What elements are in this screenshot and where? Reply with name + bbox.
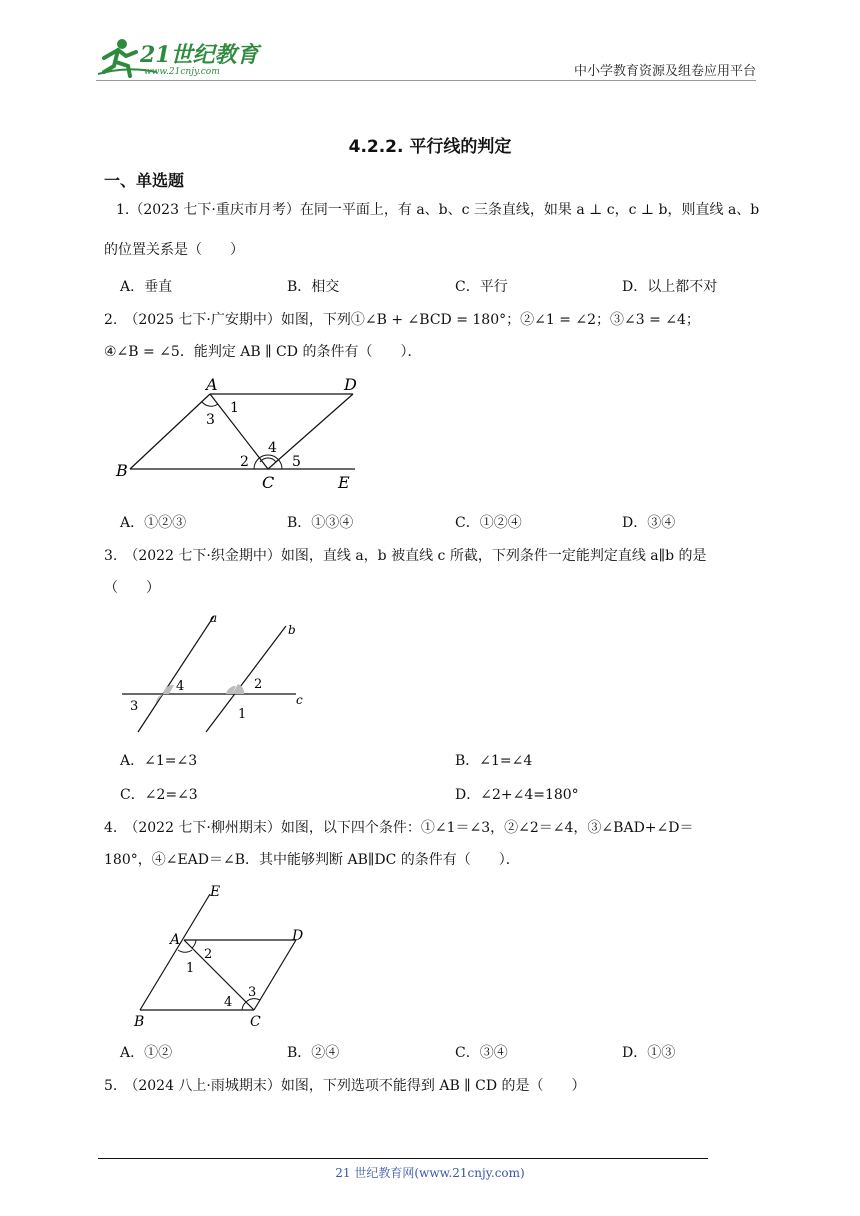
header-tagline: 中小学教育资源及组卷应用平台 <box>573 64 756 79</box>
label-d: D <box>292 928 304 944</box>
q3-option-d[interactable]: D．∠2+∠4=180° <box>455 787 579 803</box>
q4-option-a[interactable]: A．①② <box>120 1045 173 1061</box>
line-eb <box>140 894 213 1010</box>
line-ac <box>184 940 257 1010</box>
angle-3-shade <box>156 694 163 703</box>
label-angle-1: 1 <box>238 707 247 722</box>
angle-arc <box>192 940 196 948</box>
q1-option-c[interactable]: C．平行 <box>455 279 508 295</box>
label-a: A <box>206 375 218 394</box>
q1-stem-line1: 1.（2023 七下·重庆市月考）在同一平面上，有 a、b、c 三条直线，如果 a ⊥ c，c ⊥ b，则直线 a、b <box>116 202 760 218</box>
q2-figure <box>110 374 370 494</box>
angle-4-shade <box>163 685 174 694</box>
line-ab <box>130 394 210 469</box>
label-angle-1: 1 <box>186 961 195 976</box>
q4-stem-line2: 180°，④∠EAD＝∠B．其中能够判断 AB∥DC 的条件有（ ）． <box>104 852 520 868</box>
q3-stem-line2: （ ） <box>104 580 160 596</box>
logo-text: 21世纪教育 <box>140 42 259 68</box>
footer-divider <box>98 1158 708 1159</box>
q2-stem-line1: 2. （2025 七下·广安期中）如图，下列①∠B + ∠BCD = 180°；②∠1 = ∠2；③∠3 = ∠4； <box>104 312 700 328</box>
label-angle-3: 3 <box>248 985 257 1000</box>
label-a: A <box>170 932 181 948</box>
q1-stem-line2: 的位置关系是（ ） <box>104 242 244 258</box>
q2-option-a[interactable]: A．①②③ <box>120 515 187 531</box>
label-d: D <box>344 375 357 394</box>
q3-option-c[interactable]: C．∠2=∠3 <box>120 787 198 803</box>
label-e: E <box>210 884 221 900</box>
q5-stem-line1: 5. （2024 八上·雨城期末）如图，下列选项不能得到 AB ∥ CD 的是（ ） <box>104 1078 586 1094</box>
label-c: C <box>262 473 275 492</box>
label-angle-3: 3 <box>206 412 215 428</box>
q1-option-b[interactable]: B．相交 <box>287 279 340 295</box>
logo-url: www.21cnjy.com <box>144 67 220 77</box>
header-divider <box>96 80 756 81</box>
q4-figure <box>126 880 326 1030</box>
label-angle-5: 5 <box>292 454 301 470</box>
line-dc <box>254 940 296 1010</box>
section-heading: 一、单选题 <box>104 171 185 190</box>
angle-arc <box>242 1002 246 1010</box>
label-a: a <box>210 611 218 625</box>
label-angle-4: 4 <box>176 679 185 694</box>
q4-option-b[interactable]: B．②④ <box>287 1045 340 1061</box>
q4-option-c[interactable]: C．③④ <box>455 1045 508 1061</box>
label-b: B <box>134 1014 145 1030</box>
footer-text[interactable]: 21 世纪教育网(www.21cnjy.com) <box>335 1166 525 1180</box>
label-angle-4: 4 <box>268 440 277 456</box>
q2-option-d[interactable]: D．③④ <box>622 515 676 531</box>
label-b: B <box>116 461 128 480</box>
q4-stem-line1: 4. （2022 七下·柳州期末）如图，以下四个条件：①∠1＝∠3，②∠2＝∠4，③∠BAD+∠D＝ <box>104 820 694 836</box>
label-angle-1: 1 <box>230 400 239 416</box>
runner-logo-icon <box>96 36 266 80</box>
label-e: E <box>338 473 350 492</box>
q4-option-d[interactable]: D．①③ <box>622 1045 676 1061</box>
q2-option-c[interactable]: C．①②④ <box>455 515 522 531</box>
label-angle-4: 4 <box>224 995 233 1010</box>
line-a <box>138 616 214 732</box>
q1-option-a[interactable]: A．垂直 <box>120 279 173 295</box>
page-title: 4.2.2. 平行线的判定 <box>348 137 512 157</box>
q3-option-b[interactable]: B．∠1=∠4 <box>455 753 533 769</box>
label-angle-2: 2 <box>240 454 249 470</box>
label-angle-3: 3 <box>130 699 139 714</box>
label-b: b <box>288 623 296 637</box>
q3-option-a[interactable]: A．∠1=∠3 <box>120 753 198 769</box>
q3-stem-line1: 3. （2022 七下·织金期中）如图，直线 a，b 被直线 c 所截，下列条件一定能判定直线 a∥b 的是 <box>104 548 707 564</box>
q3-figure <box>118 606 318 736</box>
angle-arc <box>202 402 218 406</box>
label-c: C <box>250 1014 261 1030</box>
q2-option-b[interactable]: B．①③④ <box>287 515 354 531</box>
q2-stem-line2: ④∠B = ∠5．能判定 AB ∥ CD 的条件有（ ）． <box>104 344 422 360</box>
line-cd <box>268 394 353 469</box>
angle-arc <box>178 950 192 952</box>
label-angle-2: 2 <box>204 947 213 962</box>
label-angle-2: 2 <box>254 677 263 692</box>
site-logo <box>96 36 266 80</box>
label-c: c <box>296 693 303 707</box>
q1-option-d[interactable]: D．以上都不对 <box>622 279 718 295</box>
